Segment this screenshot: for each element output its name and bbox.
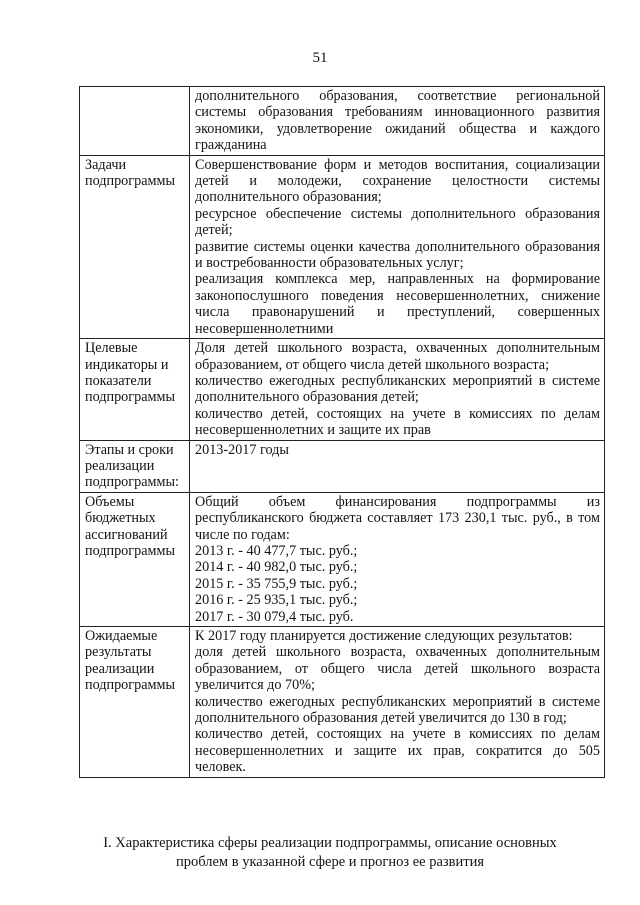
table-row-target-indicators [80,339,605,440]
content-paragraph: дополнительного образования, соответствие региональной системы образования требованиям инновационного развития экономики, удовлетворение ожиданий общества и каждого гражданина [195,88,600,154]
content-paragraph: 2014 г. - 40 982,0 тыс. руб.; [195,559,358,576]
content-paragraph: реализация комплекса мер, направленных на формирование законопослушного поведения несовершеннолетних, снижение числа правонарушений и преступлений, совершенных несовершеннолетними [195,271,600,337]
table-row-stages-and-terms [80,440,605,492]
content-paragraph: ресурсное обеспечение системы дополнительного образования детей; [195,205,600,239]
row-content [190,339,605,440]
section-heading [60,834,600,872]
content-paragraph: количество ежегодных республиканских мероприятий в системе дополнительного образования детей; [195,372,600,406]
subprogram-passport-table [79,86,605,778]
table-row-budget-allocations [80,492,605,626]
content-paragraph: 2016 г. - 25 935,1 тыс. руб.; [195,592,358,609]
content-paragraph: количество детей, состоящих на учете в комиссиях по делам несовершеннолетних и защите их прав [195,405,600,439]
row-label: Этапы и сроки реализации подпрограммы: [80,440,190,492]
content-paragraph: 2017 г. - 30 079,4 тыс. руб. [195,608,354,625]
section-heading-line-1: I. Характеристика сферы реализации подпрограммы, описание основных [103,835,557,851]
content-paragraph: 2015 г. - 35 755,9 тыс. руб.; [195,575,358,592]
page-number: 51 [312,50,328,66]
row-label [80,87,190,156]
row-label: Ожидаемые результаты реализации подпрограммы [80,627,190,778]
content-paragraph: 2013 г. - 40 477,7 тыс. руб.; [195,542,358,559]
row-content [190,492,605,626]
row-content [190,627,605,778]
content-paragraph: Доля детей школьного возраста, охваченных дополнительным образованием, от общего числа детей школьного возраста; [195,340,600,373]
content-paragraph: К 2017 году планируется достижение следующих результатов: [195,628,573,644]
table-row-expected-results [80,627,605,778]
passport-table-body [80,87,605,778]
content-paragraph: Совершенствование форм и методов воспитания, социализации детей и молодежи, сохранение целостности системы дополнительного образования; [195,156,600,206]
table-row-tasks [80,155,605,338]
content-paragraph: 2013-2017 годы [195,441,289,458]
table-row-goal-continuation [80,87,605,156]
row-label: Целевые индикаторы и показатели подпрограммы [80,339,190,440]
content-paragraph: количество ежегодных республиканских мероприятий в системе дополнительного образования детей увеличится до 130 в год; [195,693,600,727]
content-paragraph: развитие системы оценки качества дополнительного образования и востребованности образовательных услуг; [195,238,600,272]
content-paragraph: Общий объем финансирования подпрограммы из республиканского бюджета составляет 173 230,1 тыс. руб., в том числе по годам: [195,493,600,543]
section-heading-line-2: проблем в указанной сфере и прогноз ее развития [175,854,485,870]
content-paragraph: доля детей школьного возраста, охваченных дополнительным образованием, от общего числа детей школьного возраста увеличится до 70%; [195,644,600,694]
content-paragraph: количество детей, состоящих на учете в комиссиях по делам несовершеннолетних и защите их прав, сократится до 505 человек. [195,726,600,776]
row-label: Объемы бюджетных ассигнований подпрограммы [80,492,190,626]
row-label: Задачи подпрограммы [80,155,190,338]
row-content [190,87,605,156]
row-content [190,155,605,338]
row-content [190,440,605,492]
